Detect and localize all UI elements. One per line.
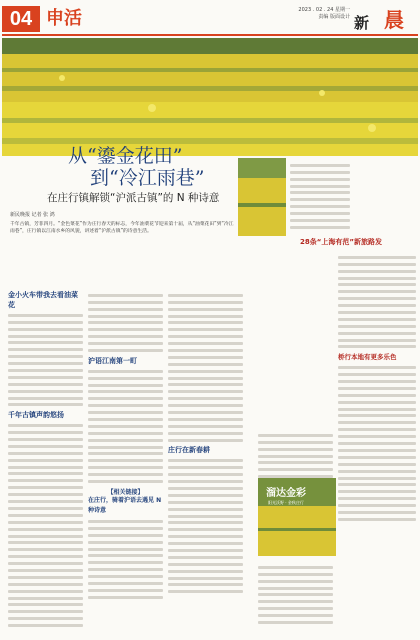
section-name: 申活 [46, 8, 82, 29]
subheadline: 在庄行镇解锁“沪派古镇”的 N 种诗意 [47, 192, 220, 204]
headline-line2: 到“冷江雨巷” [90, 167, 205, 189]
hero-photo [2, 38, 418, 156]
column-right-b [338, 252, 416, 525]
promo-title: 溜达金彩 [266, 488, 306, 499]
column-middle [88, 290, 163, 603]
section-heading-5: 庄行在新春耕 [168, 446, 210, 455]
section-heading-1: 金小火车带我去看油菜花 [8, 291, 78, 309]
body-text-1 [8, 314, 83, 407]
promo-photo [258, 478, 336, 556]
column-left [8, 290, 83, 631]
newspaper-logo [354, 4, 416, 32]
body-text-4 [88, 370, 163, 483]
body-text-2 [8, 424, 83, 627]
section-heading-3: 沪语江南第一町 [88, 356, 137, 365]
issue-date: 2023 . 02 . 24 星期一 [298, 7, 350, 13]
side-photo [238, 158, 286, 236]
column-right-a [290, 160, 350, 233]
column-right-d [258, 562, 333, 628]
promo-subtitle: 阳光沃野 · 金秋庄行 [268, 500, 304, 505]
body-text-7 [168, 459, 243, 593]
body-text-8 [290, 164, 350, 229]
column-third [168, 290, 243, 597]
body-text-3 [88, 294, 163, 352]
related-link-tag: 【相关链接】 [107, 489, 144, 497]
issue-editor: 责编 版面设计 [318, 14, 350, 20]
side-section-heading: 桥行本地有更多乐色 [338, 353, 397, 362]
byline: 新民晚报 记者 张 鸿 [10, 212, 55, 218]
body-text-12 [258, 566, 333, 624]
issue-meta [298, 7, 350, 21]
body-text-9 [338, 256, 416, 349]
logo-accent: 晨 [384, 8, 404, 32]
section-heading-2: 千年古镇声韵悠扬 [8, 411, 64, 420]
section-heading-4: 在庄行，骑着沪语去遇见 N 种诗意 [88, 497, 162, 515]
logo-main: 新 [354, 14, 370, 32]
body-text-5 [88, 520, 163, 599]
header-rule [2, 34, 418, 36]
headline-line1: 从“鎏金花田” [68, 145, 183, 167]
lead-paragraph: 千年古镇，芳菲四月。“金色菜花”作为庄行春天的标志，今年油菜花节迎来第十届，从“油菜花田”到“冷江雨巷”，庄行镇以江南水乡的风貌，讲述着“沪派古镇”的诗意生活。 [10, 222, 234, 235]
body-text-10 [338, 366, 416, 521]
side-headline: 28条“上海有范”新旅路发 [300, 238, 382, 246]
body-text-6 [168, 294, 243, 442]
page-number: 04 [2, 6, 40, 32]
